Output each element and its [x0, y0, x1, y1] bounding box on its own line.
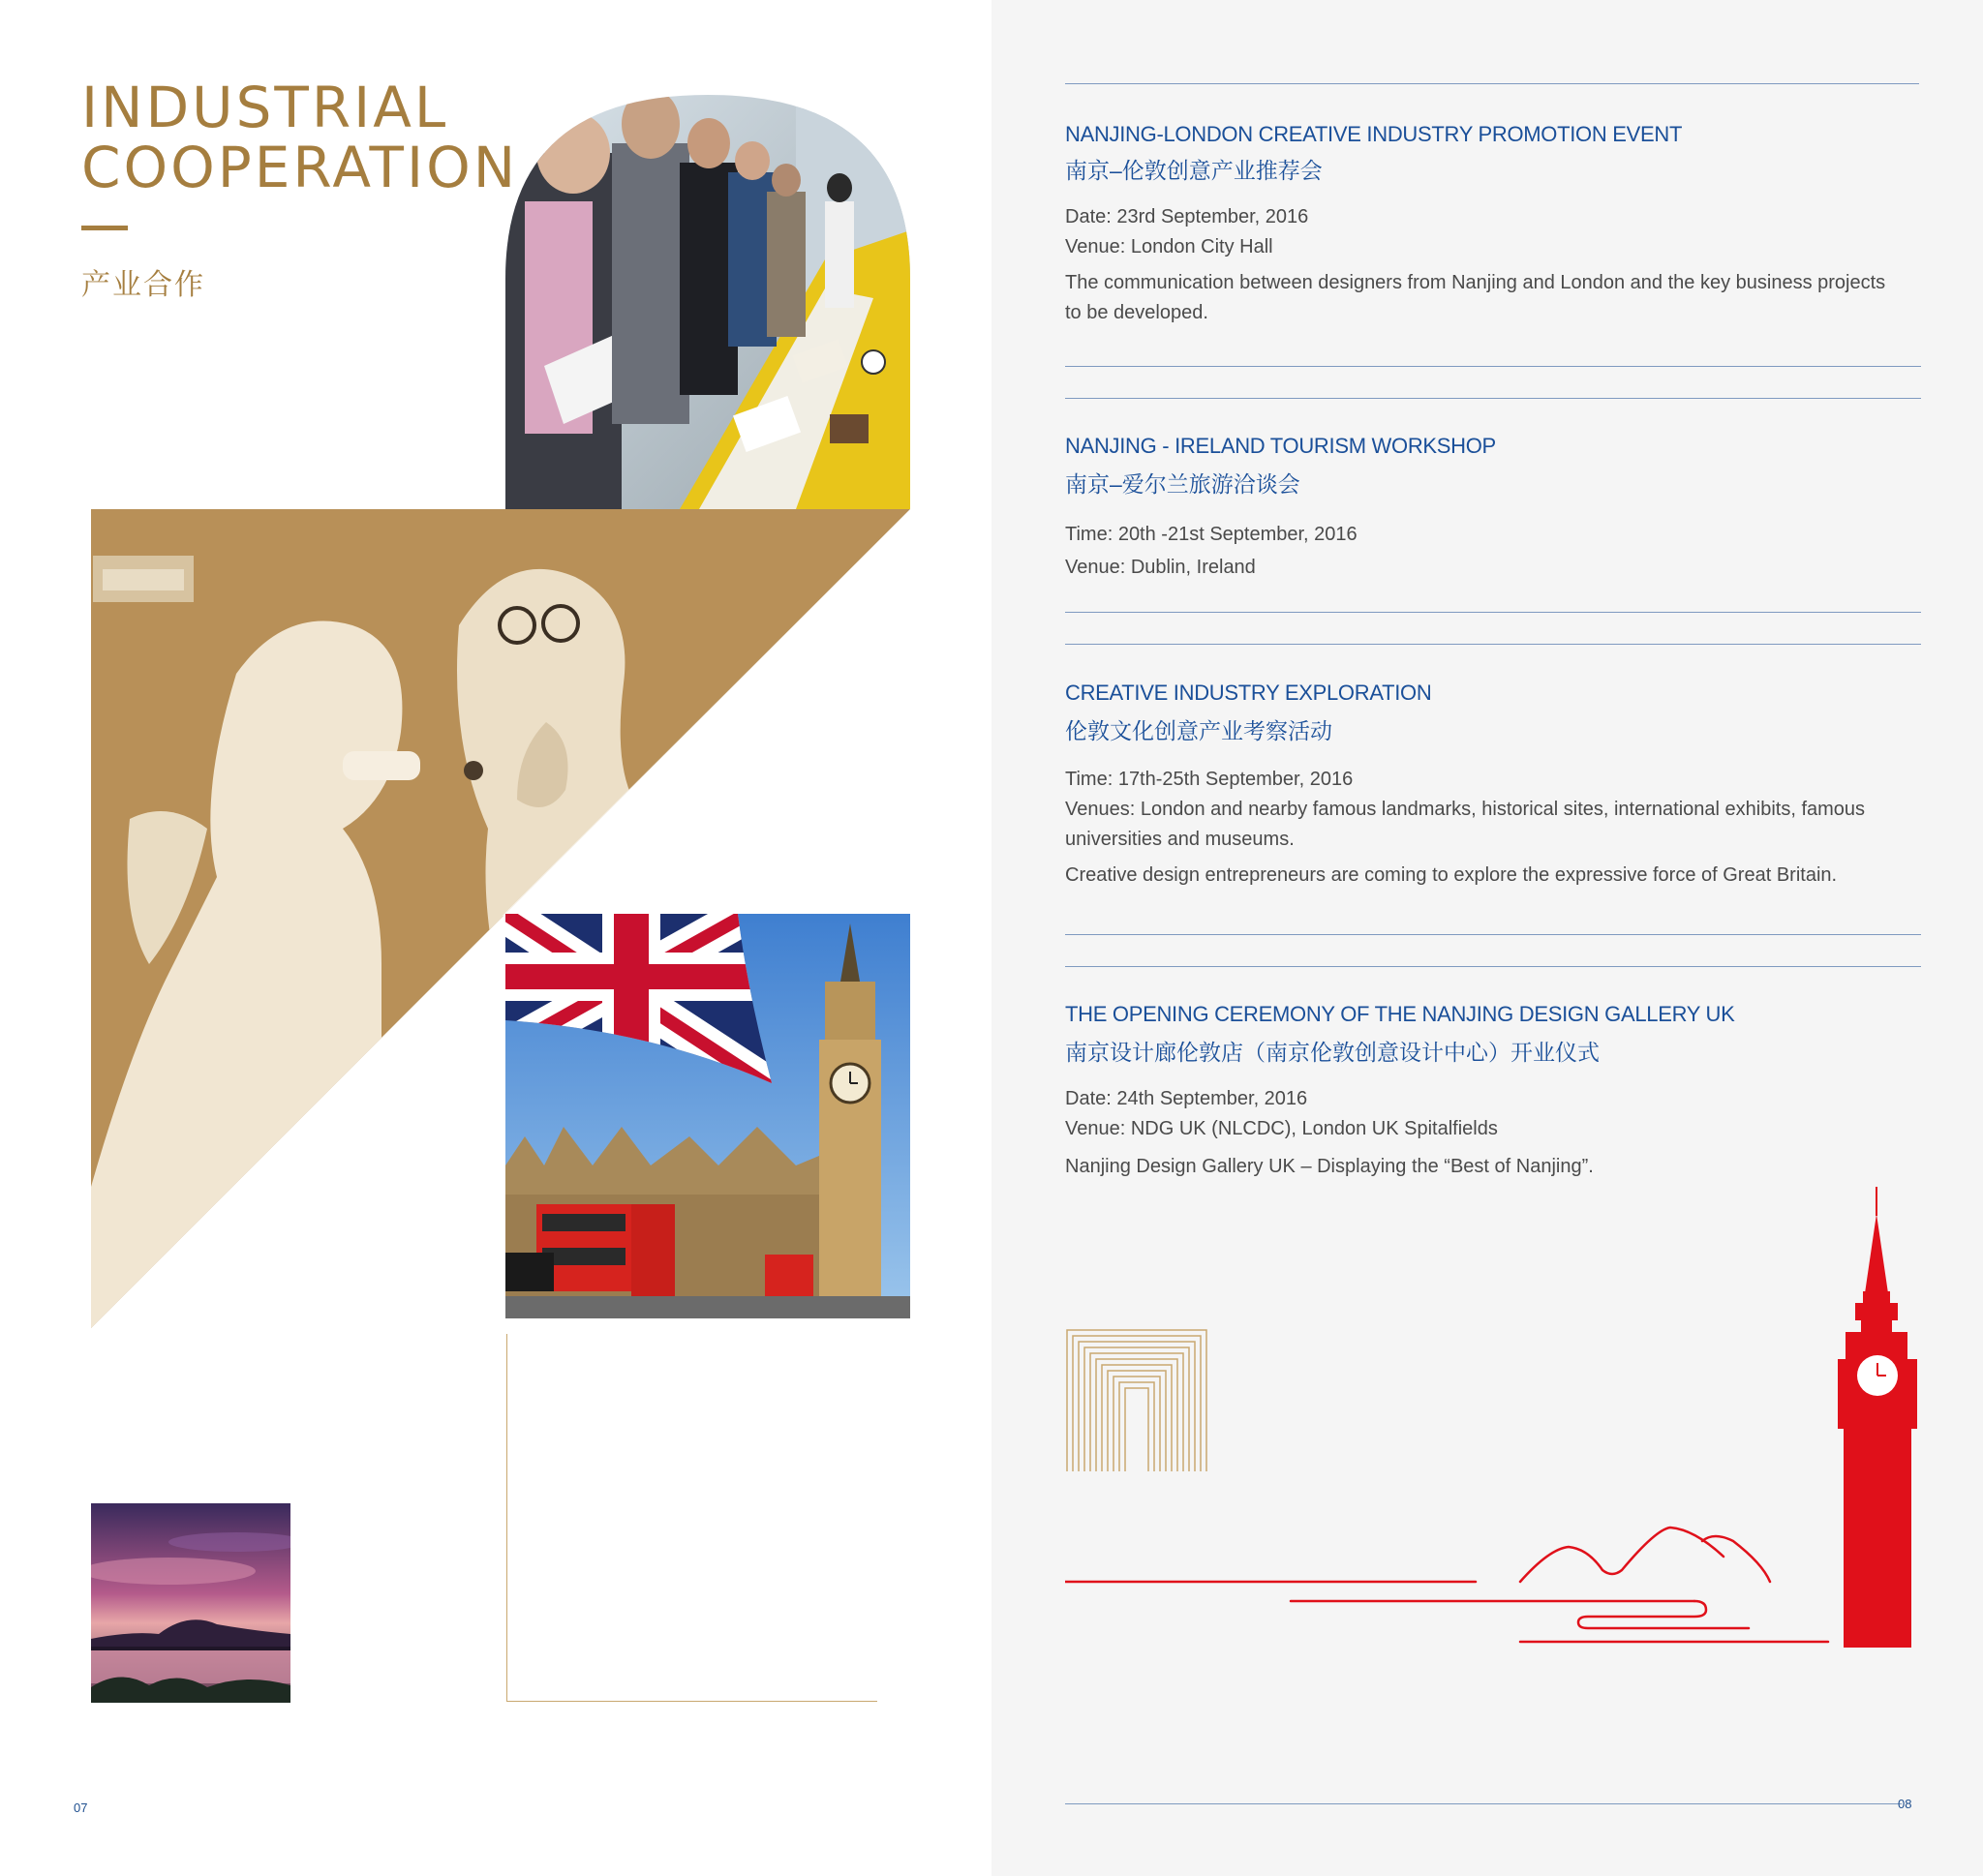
event-3-bottom-rule — [1065, 934, 1921, 935]
event-3-title-cn: 伦敦文化创意产业考察活动 — [1065, 718, 1332, 743]
event-1-date: Date: 23rd September, 2016 — [1065, 206, 1309, 227]
event-4-description: Nanjing Design Gallery UK – Displaying the “Best of Nanjing”. — [1065, 1156, 1594, 1177]
footer-rule — [1065, 1803, 1902, 1804]
page-number-right: 08 — [1898, 1797, 1912, 1811]
event-4-top-rule — [1065, 966, 1921, 967]
event-1-bottom-rule — [1065, 366, 1921, 367]
arches-motif-icon — [1065, 1328, 1208, 1471]
title-divider — [81, 226, 128, 230]
event-4-title-en: THE OPENING CEREMONY OF THE NANJING DESIGN GALLERY UK — [1065, 1002, 1735, 1026]
event-1-top-rule — [1065, 83, 1919, 84]
gold-frame-vertical — [506, 1334, 507, 1702]
mountains-line-art — [1065, 1520, 1840, 1646]
event-3 — [1065, 681, 1921, 891]
event-2-title-en: NANJING - IRELAND TOURISM WORKSHOP — [1065, 434, 1496, 458]
event-1-description: The communication between designers from Nanjing and London and the key business projects to be developed. — [1065, 272, 1886, 323]
sunset-lake-photo — [91, 1503, 290, 1703]
right-page — [992, 0, 1983, 1876]
event-2-top-rule — [1065, 398, 1921, 399]
event-2-time: Time: 20th -21st September, 2016 — [1065, 524, 1358, 545]
event-2-venue: Venue: Dublin, Ireland — [1065, 557, 1256, 578]
event-1-title-en: NANJING-LONDON CREATIVE INDUSTRY PROMOTION EVENT — [1065, 122, 1683, 146]
london-photo — [505, 914, 910, 1318]
gold-frame-horizontal — [506, 1701, 877, 1702]
event-1 — [1065, 122, 1898, 328]
event-2 — [1065, 434, 1496, 584]
event-3-top-rule — [1065, 644, 1921, 645]
event-3-time: Time: 17th-25th September, 2016 — [1065, 769, 1354, 790]
big-ben-icon — [1836, 1187, 1919, 1648]
title-line-2: COOPERATION — [81, 135, 519, 200]
page-number-left: 07 — [74, 1800, 88, 1815]
event-2-bottom-rule — [1065, 612, 1921, 613]
event-1-title-cn: 南京–伦敦创意产业推荐会 — [1065, 158, 1323, 183]
title-line-1: INDUSTRIAL — [81, 75, 449, 140]
event-3-description: Creative design entrepreneurs are coming to explore the expressive force of Great Britain. — [1065, 864, 1838, 886]
exhibition-photo — [505, 95, 910, 509]
event-4-title-cn: 南京设计廊伦敦店（南京伦敦创意设计中心）开业仪式 — [1065, 1040, 1600, 1065]
event-2-title-cn: 南京–爱尔兰旅游洽谈会 — [1065, 471, 1300, 497]
event-4 — [1065, 1002, 1921, 1182]
event-4-date: Date: 24th September, 2016 — [1065, 1088, 1308, 1109]
event-3-title-en: CREATIVE INDUSTRY EXPLORATION — [1065, 681, 1432, 705]
event-4-venue: Venue: NDG UK (NLCDC), London UK Spitalfields — [1065, 1118, 1498, 1139]
event-1-venue: Venue: London City Hall — [1065, 236, 1273, 257]
event-3-venues: Venues: London and nearby famous landmarks, historical sites, international exhibits, famous universities and museums. — [1065, 799, 1866, 850]
page-title — [81, 75, 519, 200]
page-subtitle-cn: 产业合作 — [81, 269, 205, 301]
